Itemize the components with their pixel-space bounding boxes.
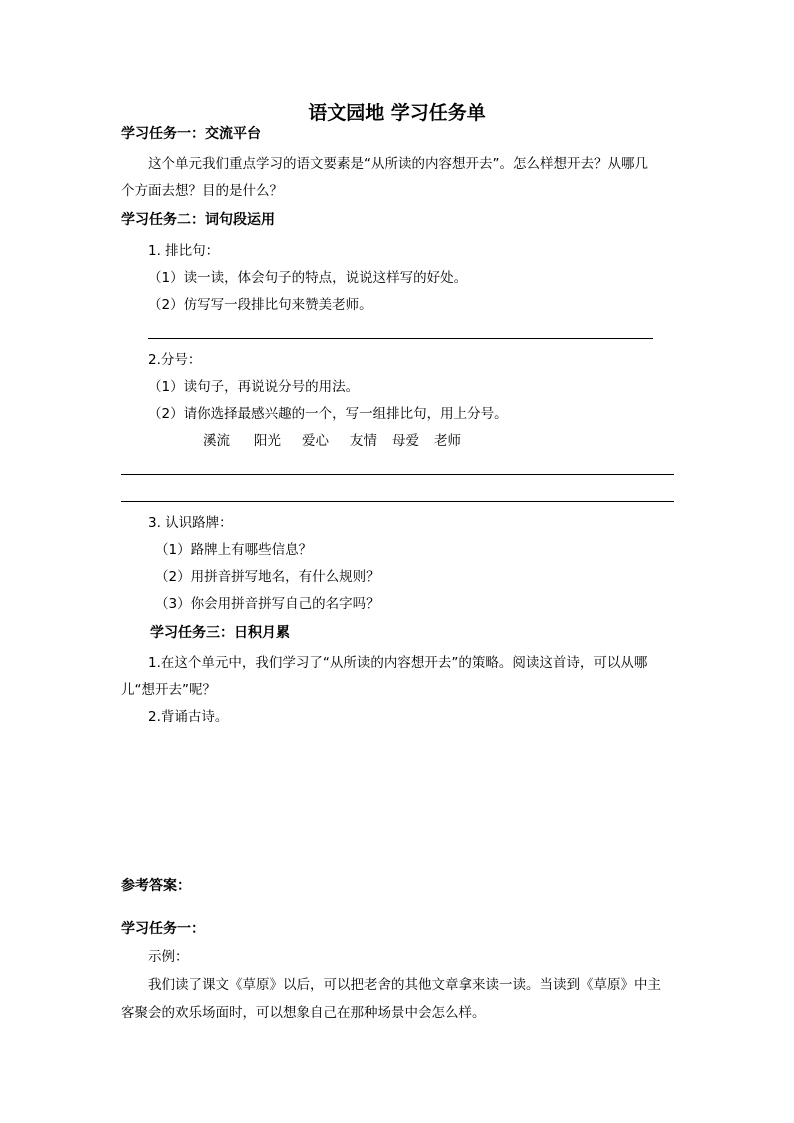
task2-item3-question2: （2）用拼音拼写地名，有什么规则？ <box>155 569 380 585</box>
task2-item3-question3: （3）你会用拼音拼写自己的名字吗？ <box>155 596 380 612</box>
word-option: 爱心 <box>302 433 329 449</box>
task2-item2-question1: （1）读句子，再说说分号的用法。 <box>148 379 360 395</box>
word-option: 友情 <box>350 433 377 449</box>
task1-paragraph-line2: 个方面去想？目的是什么？ <box>121 183 283 199</box>
task1-paragraph-line1: 这个单元我们重点学习的语文要素是“从所读的内容想开去”。怎么样想开去？从哪几 <box>148 156 648 172</box>
task2-item3-title: 3. 认识路牌： <box>148 515 233 531</box>
task2-item1-question2: （2）仿写写一段排比句来赞美老师。 <box>148 297 373 313</box>
task3-heading: 学习任务三：日积月累 <box>150 625 290 641</box>
word-option: 老师 <box>434 433 461 449</box>
page-title: 语文园地 学习任务单 <box>308 102 486 124</box>
task2-item2-question2: （2）请你选择最感兴趣的一个，写一组排比句，用上分号。 <box>148 406 508 422</box>
task2-item1-question1: （1）读一读，体会句子的特点，说说这样写的好处。 <box>148 270 468 286</box>
word-option: 溪流 <box>203 433 230 449</box>
task3-paragraph2: 2.背诵古诗。 <box>148 709 229 725</box>
task3-paragraph1-line1: 1.在这个单元中，我们学习了“从所读的内容想开去”的策略。阅读这首诗，可以从哪 <box>148 655 648 671</box>
word-option: 阳光 <box>254 433 281 449</box>
task1-heading: 学习任务一：交流平台 <box>121 126 261 142</box>
task2-item1-title: 1. 排比句： <box>148 243 220 259</box>
answer-line <box>121 501 674 502</box>
task3-paragraph1-line2: 儿“想开去”呢？ <box>121 682 216 698</box>
task2-item3-question1: （1）路牌上有哪些信息？ <box>155 542 313 558</box>
answers-task1-heading: 学习任务一： <box>121 921 205 937</box>
answer-line <box>148 338 653 339</box>
answers-example-label: 示例： <box>148 949 189 965</box>
answers-example-line2: 客聚会的欢乐场面时，可以想象自己在那种场景中会怎么样。 <box>121 1005 486 1021</box>
answers-heading: 参考答案： <box>121 878 191 894</box>
task2-heading: 学习任务二：词句段运用 <box>121 212 275 228</box>
task2-item2-title: 2.分号： <box>148 352 202 368</box>
answer-line <box>121 474 674 475</box>
answers-example-line1: 我们读了课文《草原》以后，可以把老舍的其他文章拿来读一读。当读到《草原》中主 <box>148 977 661 993</box>
word-option: 母爱 <box>392 433 419 449</box>
